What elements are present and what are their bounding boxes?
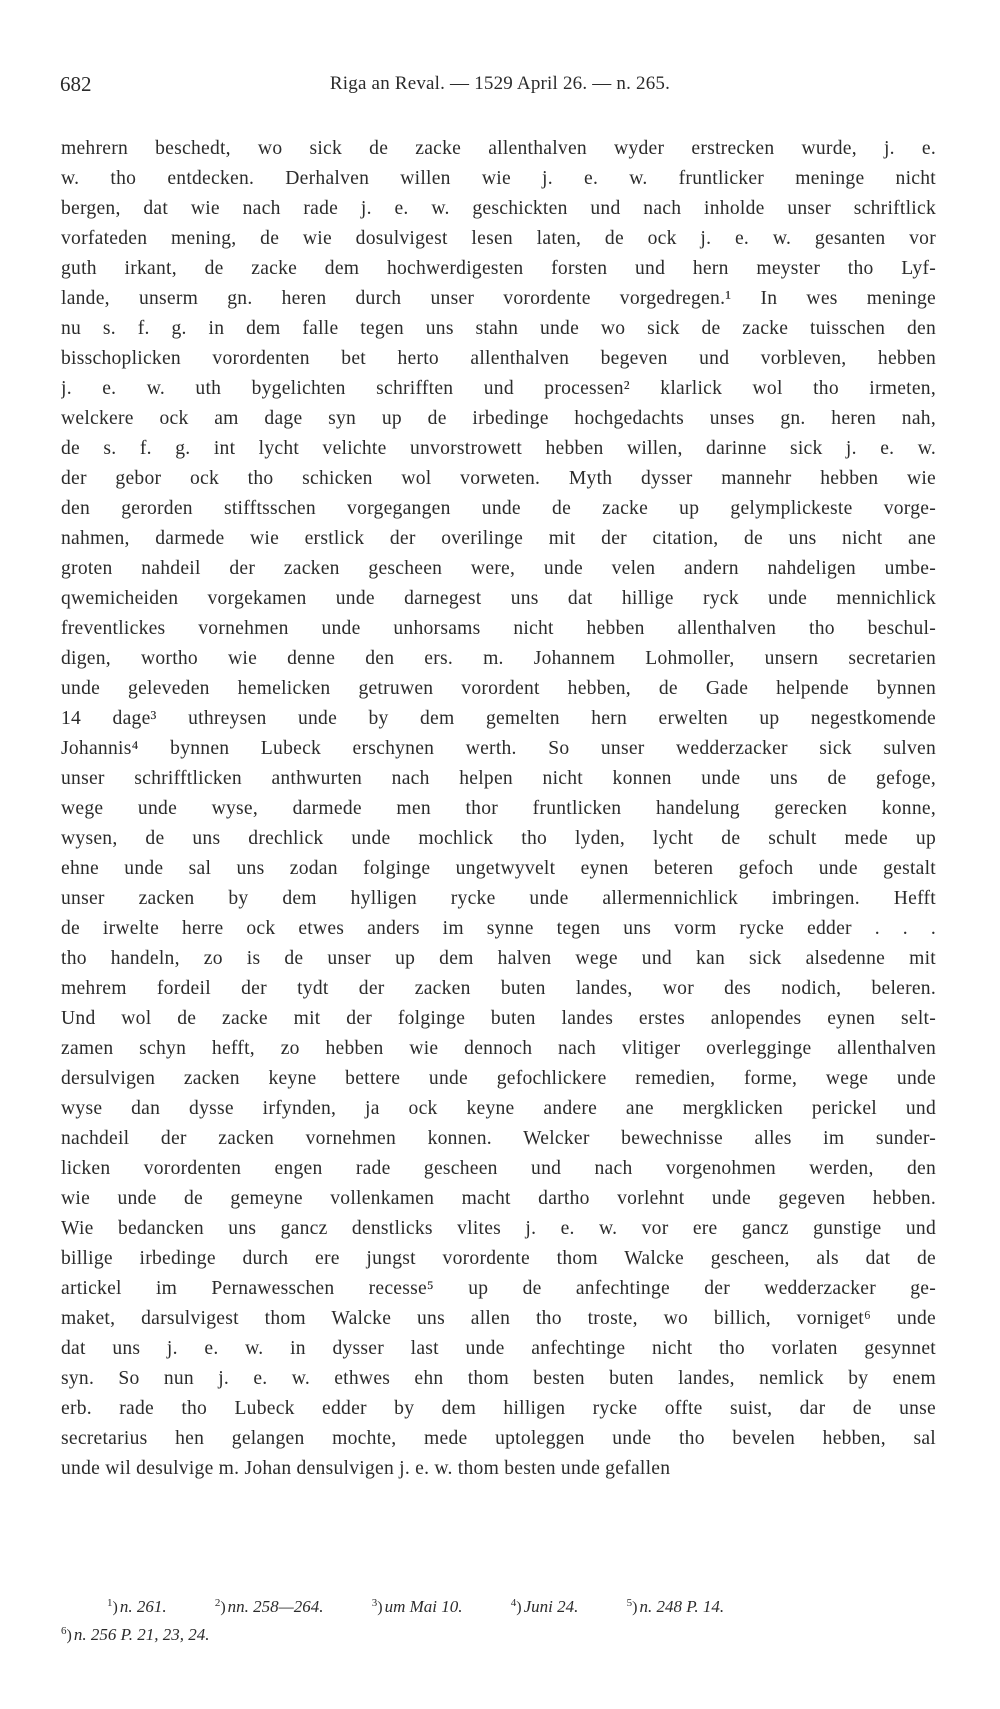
footnote-mark: $^2$ ) xyxy=(215,1597,226,1609)
footnote xyxy=(627,1589,725,1622)
footnote-text: n. 248 P. 14. xyxy=(639,1597,725,1616)
text-line: secretarius hen gelangen mochte, mede uptoleggen unde tho bevelen hebben, sal xyxy=(61,1428,936,1449)
text-line: Und wol de zacke mit der folginge buten landes erstes anlopendes eynen selt- xyxy=(61,1008,936,1029)
body-text xyxy=(61,134,936,1484)
text-line: wege unde wyse, darmede men thor fruntlicken handelung gerecken konne, xyxy=(61,798,936,819)
footnote-text: n. 261. xyxy=(119,1597,167,1616)
page-header xyxy=(60,72,940,112)
text-line: wysen, de uns drechlick unde mochlick tho lyden, lycht de schult mede up xyxy=(61,828,936,849)
footnote-mark: $^6$ ) xyxy=(61,1625,72,1637)
footnote xyxy=(511,1589,579,1622)
text-line: j. e. w. uth bygelichten schrifften und processen² klarlick wol tho irmeten, xyxy=(61,378,936,399)
footnote-text: Juni 24. xyxy=(523,1597,579,1616)
footnote-text: n. 256 P. 21, 23, 24. xyxy=(73,1625,210,1644)
text-line: de s. f. g. int lycht velichte unvorstrowett hebben willen, darinne sick j. e. w. xyxy=(61,438,936,459)
text-line: digen, wortho wie denne den ers. m. Johannem Lohmoller, unsern secretarien xyxy=(61,648,936,669)
footnote-mark: $^3$ ) xyxy=(372,1597,383,1609)
footnote-row xyxy=(61,1617,936,1645)
footnote-mark: $^4$ ) xyxy=(511,1597,522,1609)
text-line: dersulvigen zacken keyne bettere unde gefochlickere remedien, forme, wege unde xyxy=(61,1068,936,1089)
text-line: bisschoplicken vorordenten bet herto allenthalven begeven und vorbleven, hebben xyxy=(61,348,936,369)
text-line: 14 dage³ uthreysen unde by dem gemelten hern erwelten up negestkomende xyxy=(61,708,936,729)
text-line: Johannis⁴ bynnen Lubeck erschynen werth. So unser wedderzacker sick sulven xyxy=(61,738,936,759)
page-number: 682 xyxy=(60,72,92,96)
text-line: qwemicheiden vorgekamen unde darnegest uns dat hillige ryck unde mennichlick xyxy=(61,588,936,609)
footnote-mark: $^5$ ) xyxy=(627,1597,638,1609)
text-line: zamen schyn hefft, zo hebben wie dennoch nach vlitiger overlegginge allenthalven xyxy=(61,1038,936,1059)
text-line: unde geleveden hemelicken getruwen vorordent hebben, de Gade helpende bynnen xyxy=(61,678,936,699)
footnote xyxy=(61,1617,210,1650)
text-line: mehrem fordeil der tydt der zacken buten landes, wor des nodich, beleren. xyxy=(61,978,936,999)
footnote xyxy=(372,1589,463,1622)
text-line: de irwelte herre ock etwes anders im synne tegen uns vorm rycke edder . . . xyxy=(61,918,936,939)
text-line: wie unde de gemeyne vollenkamen macht dartho vorlehnt unde gegeven hebben. xyxy=(61,1188,936,1209)
text-line: den gerorden stifftsschen vorgegangen unde de zacke up gelymplickeste vorge- xyxy=(61,498,936,519)
text-line: vorfateden mening, de wie dosulvigest lesen laten, de ock j. e. w. gesanten vor xyxy=(61,228,936,249)
text-line: erb. rade tho Lubeck edder by dem hilligen rycke offte suist, dar de unse xyxy=(61,1398,936,1419)
text-line: ehne unde sal uns zodan folginge ungetwyvelt eynen beteren gefoch unde gestalt xyxy=(61,858,936,879)
text-line: w. tho entdecken. Derhalven willen wie j. e. w. fruntlicker meninge nicht xyxy=(61,168,936,189)
text-line: syn. So nun j. e. w. ethwes ehn thom besten buten landes, nemlick by enem xyxy=(61,1368,936,1389)
text-line: unde wil desulvige m. Johan densulvigen j. e. w. thom besten unde gefallen xyxy=(61,1458,671,1479)
text-line: dat uns j. e. w. in dysser last unde anfechtinge nicht tho vorlaten gesynnet xyxy=(61,1338,936,1359)
text-line: unser zacken by dem hylligen rycke unde allermennichlick imbringen. Hefft xyxy=(61,888,936,909)
text-line: billige irbedinge durch ere jungst vorordente thom Walcke gescheen, als dat de xyxy=(61,1248,936,1269)
text-line: licken vorordenten engen rade gescheen und nach vorgenohmen werden, den xyxy=(61,1158,936,1179)
text-line: nu s. f. g. in dem falle tegen uns stahn unde wo sick de zacke tuisschen den xyxy=(61,318,936,339)
footnote-mark: $^1$ ) xyxy=(107,1597,118,1609)
text-line: bergen, dat wie nach rade j. e. w. geschickten und nach inholde unser schriftlick xyxy=(61,198,936,219)
text-line: der gebor ock tho schicken wol vorweten. Myth dysser mannehr hebben wie xyxy=(61,468,936,489)
footnote-text: nn. 258—264. xyxy=(227,1597,324,1616)
footnotes xyxy=(61,1589,936,1645)
text-line: lande, unserm gn. heren durch unser vorordente vorgedregen.¹ In wes meninge xyxy=(61,288,936,309)
text-line: unser schrifftlicken anthwurten nach helpen nicht konnen unde uns de gefoge, xyxy=(61,768,936,789)
text-line: artickel im Pernawesschen recesse⁵ up de anfechtinge der wedderzacker ge- xyxy=(61,1278,936,1299)
text-line: welckere ock am dage syn up de irbedinge hochgedachts unses gn. heren nah, xyxy=(61,408,936,429)
footnote-row xyxy=(61,1589,936,1617)
text-line: guth irkant, de zacke dem hochwerdigesten forsten und hern meyster tho Lyf- xyxy=(61,258,936,279)
text-line: mehrern beschedt, wo sick de zacke allenthalven wyder erstrecken wurde, j. e. xyxy=(61,138,936,159)
text-line: nachdeil der zacken vornehmen konnen. Welcker bewechnisse alles im sunder- xyxy=(61,1128,936,1149)
text-line: freventlickes vornehmen unde unhorsams nicht hebben allenthalven tho beschul- xyxy=(61,618,936,639)
text-line: Wie bedancken uns gancz denstlicks vlites j. e. w. vor ere gancz gunstige und xyxy=(61,1218,936,1239)
text-line: maket, darsulvigest thom Walcke uns allen tho troste, wo billich, vorniget⁶ unde xyxy=(61,1308,936,1329)
running-title: Riga an Reval. — 1529 April 26. — n. 265. xyxy=(329,73,671,94)
text-line: groten nahdeil der zacken gescheen were, unde velen andern nahdeligen umbe- xyxy=(61,558,936,579)
footnote-text: um Mai 10. xyxy=(384,1597,463,1616)
text-line: nahmen, darmede wie erstlick der overilinge mit der citation, de uns nicht ane xyxy=(61,528,936,549)
text-line: wyse dan dysse irfynden, ja ock keyne andere ane mergklicken perickel und xyxy=(61,1098,936,1119)
text-line: tho handeln, zo is de unser up dem halven wege und kan sick alsedenne mit xyxy=(61,948,936,969)
